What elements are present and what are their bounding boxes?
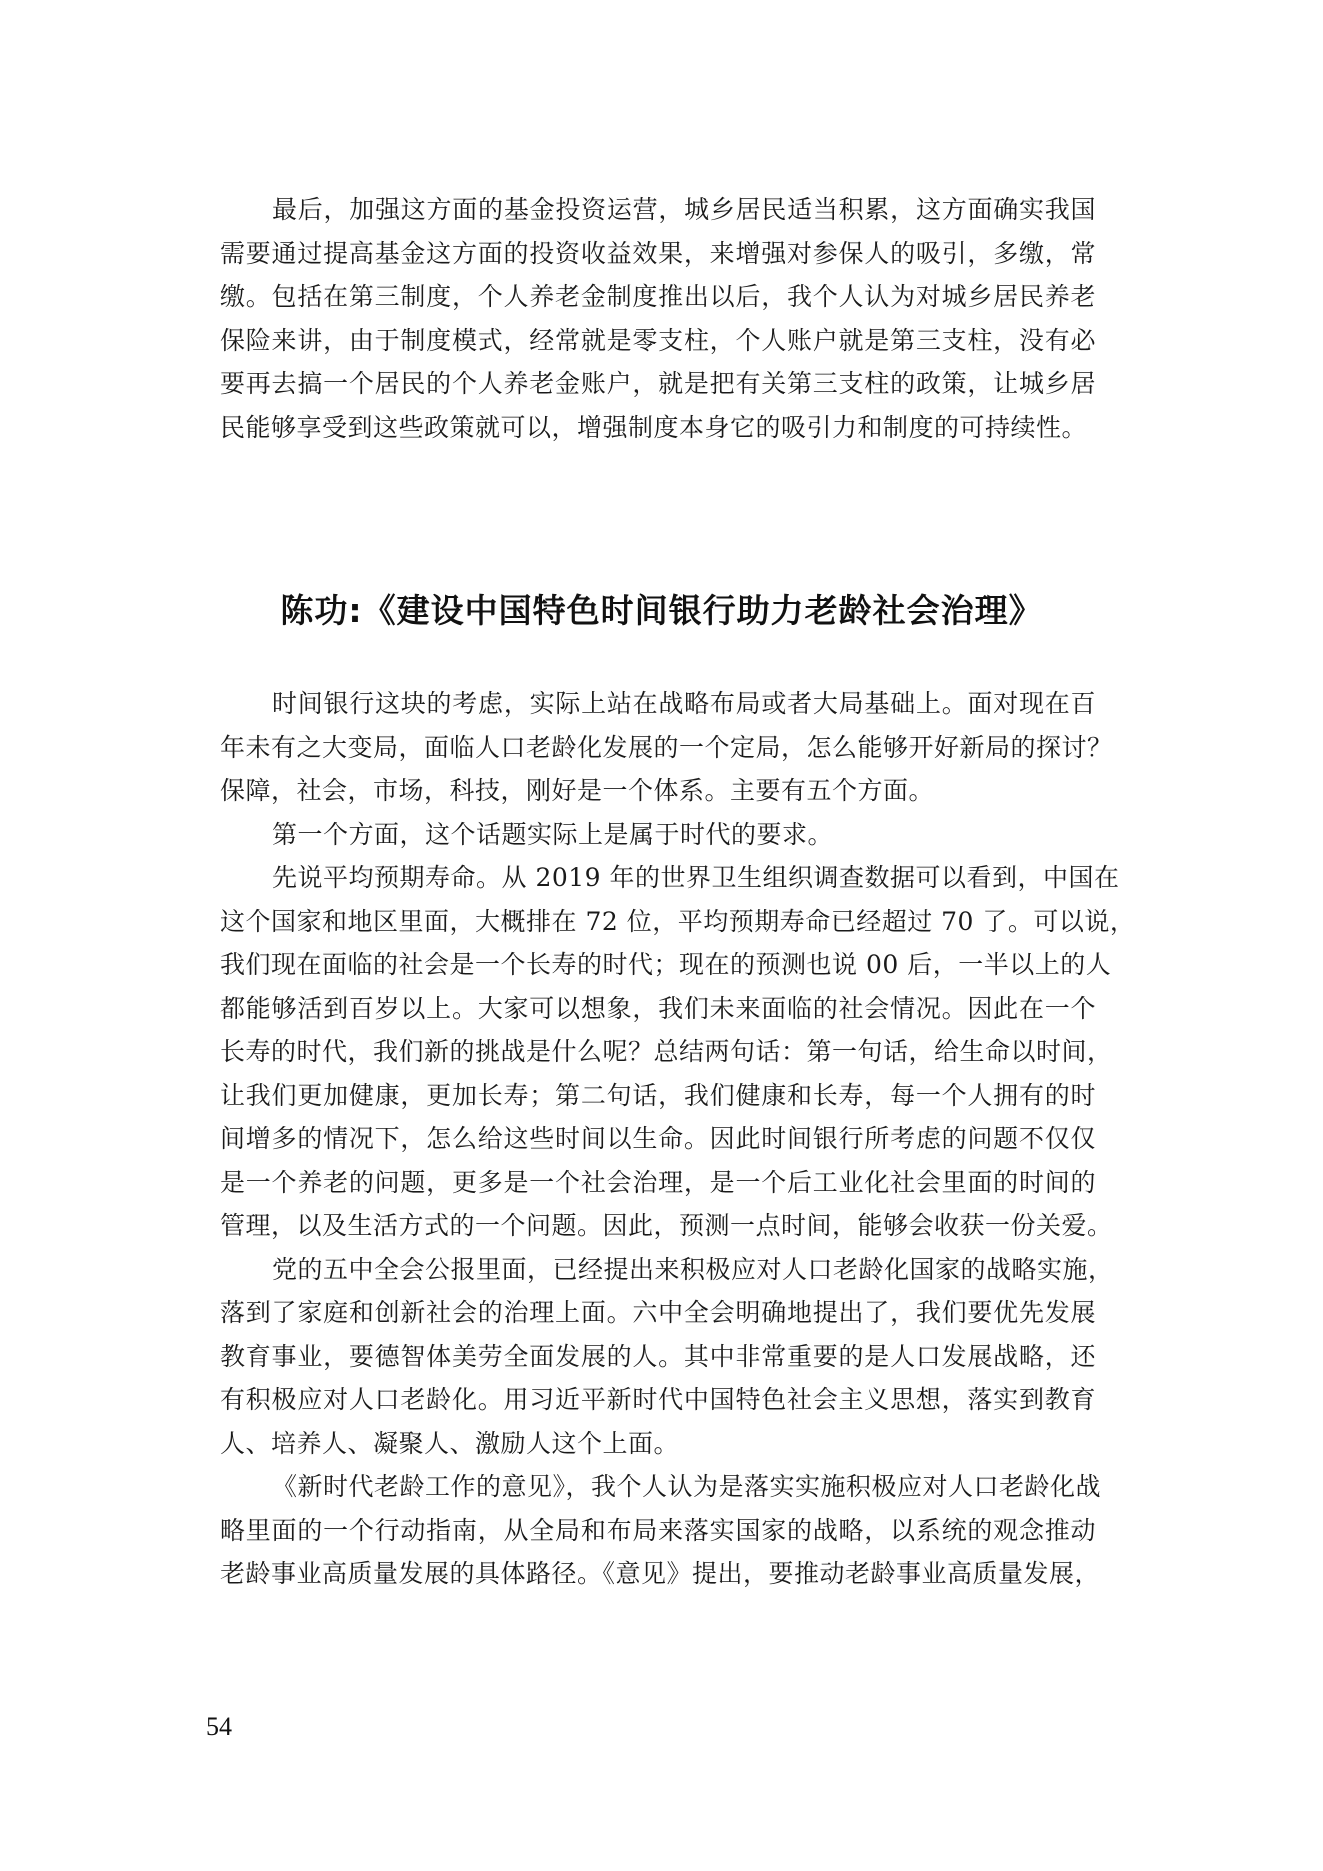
- intro-paragraph: [220, 188, 1096, 449]
- text-line: 教育事业，要德智体美劳全面发展的人。其中非常重要的是人口发展战略，还: [220, 1341, 1096, 1371]
- text-line: 略里面的一个行动指南，从全局和布局来落实国家的战略，以系统的观念推动: [220, 1515, 1096, 1545]
- section-body: [220, 682, 1136, 1596]
- text-line: 落到了家庭和创新社会的治理上面。六中全会明确地提出了，我们要优先发展: [220, 1298, 1096, 1327]
- section-title: 陈功:《建设中国特色时间银行助力老龄社会治理》: [280, 591, 1043, 630]
- text-line: 保障，社会，市场，科技，刚好是一个体系。主要有五个方面。: [220, 776, 935, 805]
- text-line: 要再去搞一个居民的个人养老金账户，就是把有关第三支柱的政策，让城乡居: [220, 369, 1096, 398]
- text-line: 我们现在面临的社会是一个长寿的时代；现在的预测也说 00 后，一半以上的人: [220, 950, 1112, 979]
- text-line: 《新时代老龄工作的意见》，我个人认为是落实实施积极应对人口老龄化战: [272, 1472, 1102, 1501]
- text-line: 民能够享受到这些政策就可以，增强制度本身它的吸引力和制度的可持续性。: [220, 412, 1088, 442]
- text-line: 年未有之大变局，面临人口老龄化发展的一个定局，怎么能够开好新局的探讨？: [220, 732, 1113, 762]
- text-line: 最后，加强这方面的基金投资运营，城乡居民适当积累，这方面确实我国: [272, 195, 1096, 224]
- text-line: 党的五中全会公报里面，已经提出来积极应对人口老龄化国家的战略实施，: [272, 1254, 1114, 1284]
- text-line: 人、培养人、凝聚人、激励人这个上面。: [220, 1428, 680, 1458]
- text-line: 都能够活到百岁以上。大家可以想象，我们未来面临的社会情况。因此在一个: [220, 993, 1096, 1023]
- text-line: 需要通过提高基金这方面的投资收益效果，来增强对参保人的吸引，多缴，常: [220, 238, 1096, 268]
- text-line: 管理，以及生活方式的一个问题。因此，预测一点时间，能够会收获一份关爱。: [220, 1211, 1113, 1240]
- text-line: 保险来讲，由于制度模式，经常就是零支柱，个人账户就是第三支柱，没有必: [220, 325, 1096, 355]
- page-number: 54: [206, 1712, 232, 1741]
- text-line: 间增多的情况下，怎么给这些时间以生命。因此时间银行所考虑的问题不仅仅: [220, 1124, 1096, 1153]
- text-line: 这个国家和地区里面，大概排在 72 位，平均预期寿命已经超过 70 了。可以说，: [220, 906, 1136, 936]
- text-line: 是一个养老的问题，更多是一个社会治理，是一个后工业化社会里面的时间的: [220, 1167, 1096, 1197]
- text-line: 缴。包括在第三制度，个人养老金制度推出以后，我个人认为对城乡居民养老: [220, 282, 1096, 311]
- text-line: 时间银行这块的考虑，实际上站在战略布局或者大局基础上。面对现在百: [272, 689, 1096, 718]
- text-line: 让我们更加健康，更加长寿；第二句话，我们健康和长寿，每一个人拥有的时: [220, 1080, 1096, 1110]
- text-line: 先说平均预期寿命。从 2019 年的世界卫生组织调查数据可以看到，中国在: [272, 863, 1120, 892]
- text-line: 第一个方面，这个话题实际上是属于时代的要求。: [272, 819, 834, 849]
- text-line: 有积极应对人口老龄化。用习近平新时代中国特色社会主义思想，落实到教育: [220, 1385, 1096, 1414]
- text-line: 老龄事业高质量发展的具体路径。《意见》提出，要推动老龄事业高质量发展，: [220, 1559, 1101, 1588]
- text-line: 长寿的时代，我们新的挑战是什么呢？总结两句话：第一句话，给生命以时间，: [220, 1037, 1113, 1066]
